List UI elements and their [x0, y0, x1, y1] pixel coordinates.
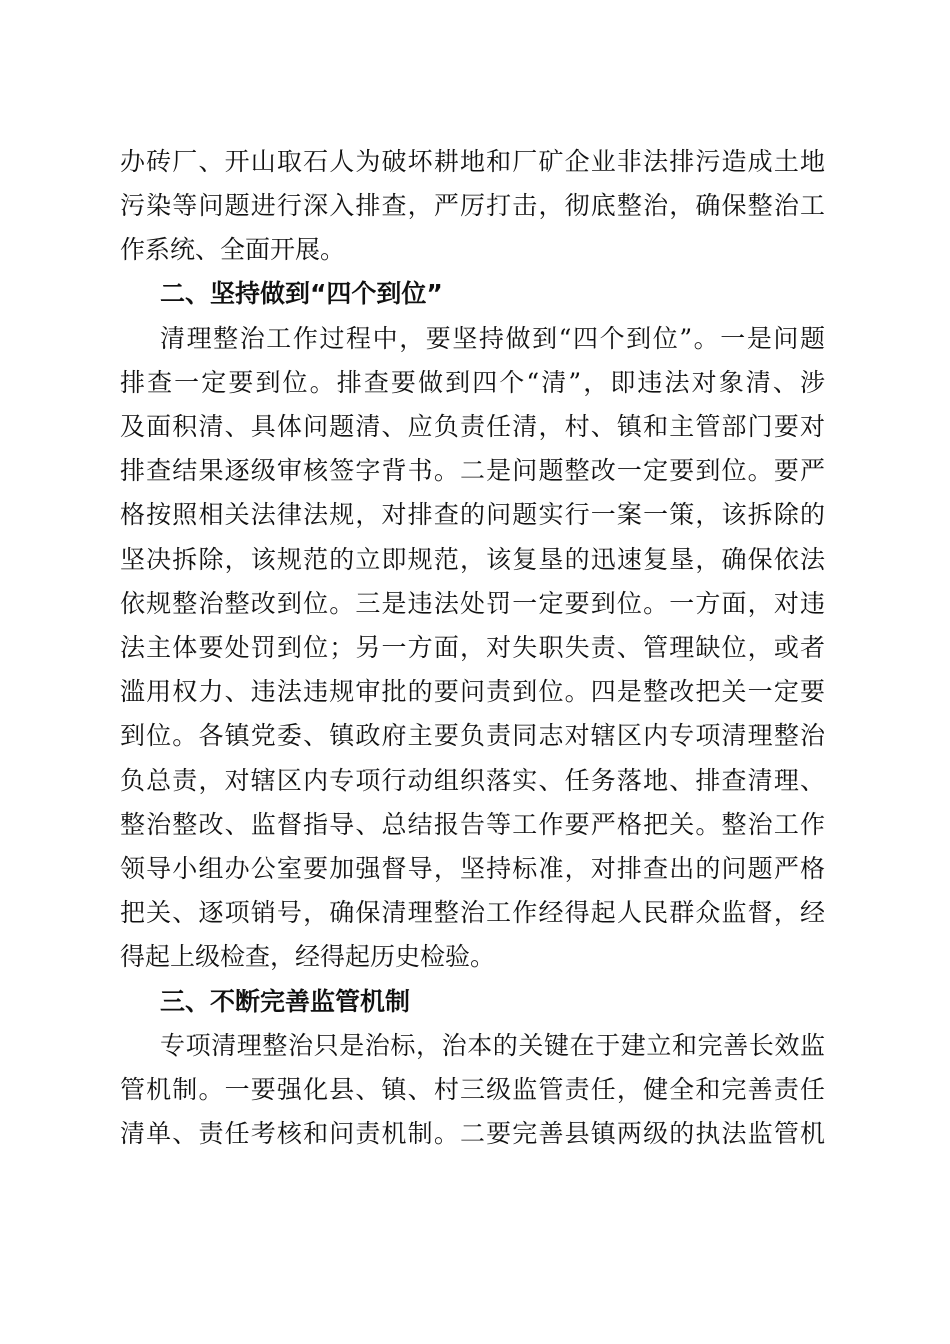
- body-text-line: 领导小组办公室要加强督导，坚持标准，对排查出的问题严格: [120, 854, 825, 883]
- body-text-line: 办砖厂、开山取石人为破坏耕地和厂矿企业非法排污造成土地: [120, 147, 825, 176]
- section-heading: 三、不断完善监管机制: [160, 987, 411, 1016]
- body-text-line: 管机制。一要强化县、镇、村三级监管责任，健全和完善责任: [120, 1075, 825, 1104]
- body-text-line: 污染等问题进行深入排查，严厉打击，彻底整治，确保整治工: [120, 191, 825, 220]
- body-text-line: 专项清理整治只是治标，治本的关键在于建立和完善长效监: [160, 1031, 825, 1060]
- body-text-line: 排查一定要到位。排查要做到四个“清”，即违法对象清、涉: [120, 368, 825, 397]
- section-heading: 二、坚持做到“四个到位”: [160, 279, 443, 308]
- body-text-line: 负总责，对辖区内专项行动组织落实、任务落地、排查清理、: [120, 766, 825, 795]
- body-text-line: 整治整改、监督指导、总结报告等工作要严格把关。整治工作: [120, 810, 825, 839]
- body-text-line: 清单、责任考核和问责机制。二要完善县镇两级的执法监管机: [120, 1119, 825, 1148]
- body-text-line: 滥用权力、违法违规审批的要问责到位。四是整改把关一定要: [120, 677, 825, 706]
- body-text-line: 坚决拆除，该规范的立即规范，该复垦的迅速复垦，确保依法: [120, 545, 825, 574]
- body-text-line: 作系统、全面开展。: [120, 235, 346, 264]
- body-text-line: 得起上级检查，经得起历史检验。: [120, 942, 496, 971]
- body-text-line: 法主体要处罚到位；另一方面，对失职失责、管理缺位，或者: [120, 633, 825, 662]
- body-text-line: 把关、逐项销号，确保清理整治工作经得起人民群众监督，经: [120, 898, 825, 927]
- body-text-line: 清理整治工作过程中，要坚持做到“四个到位”。一是问题: [160, 324, 825, 353]
- body-text-line: 到位。各镇党委、镇政府主要负责同志对辖区内专项清理整治: [120, 721, 825, 750]
- body-text-line: 格按照相关法律法规，对排查的问题实行一案一策，该拆除的: [120, 500, 825, 529]
- body-text-line: 依规整治整改到位。三是违法处罚一定要到位。一方面，对违: [120, 589, 825, 618]
- body-text-line: 排查结果逐级审核签字背书。二是问题整改一定要到位。要严: [120, 456, 825, 485]
- body-text-line: 及面积清、具体问题清、应负责任清，村、镇和主管部门要对: [120, 412, 825, 441]
